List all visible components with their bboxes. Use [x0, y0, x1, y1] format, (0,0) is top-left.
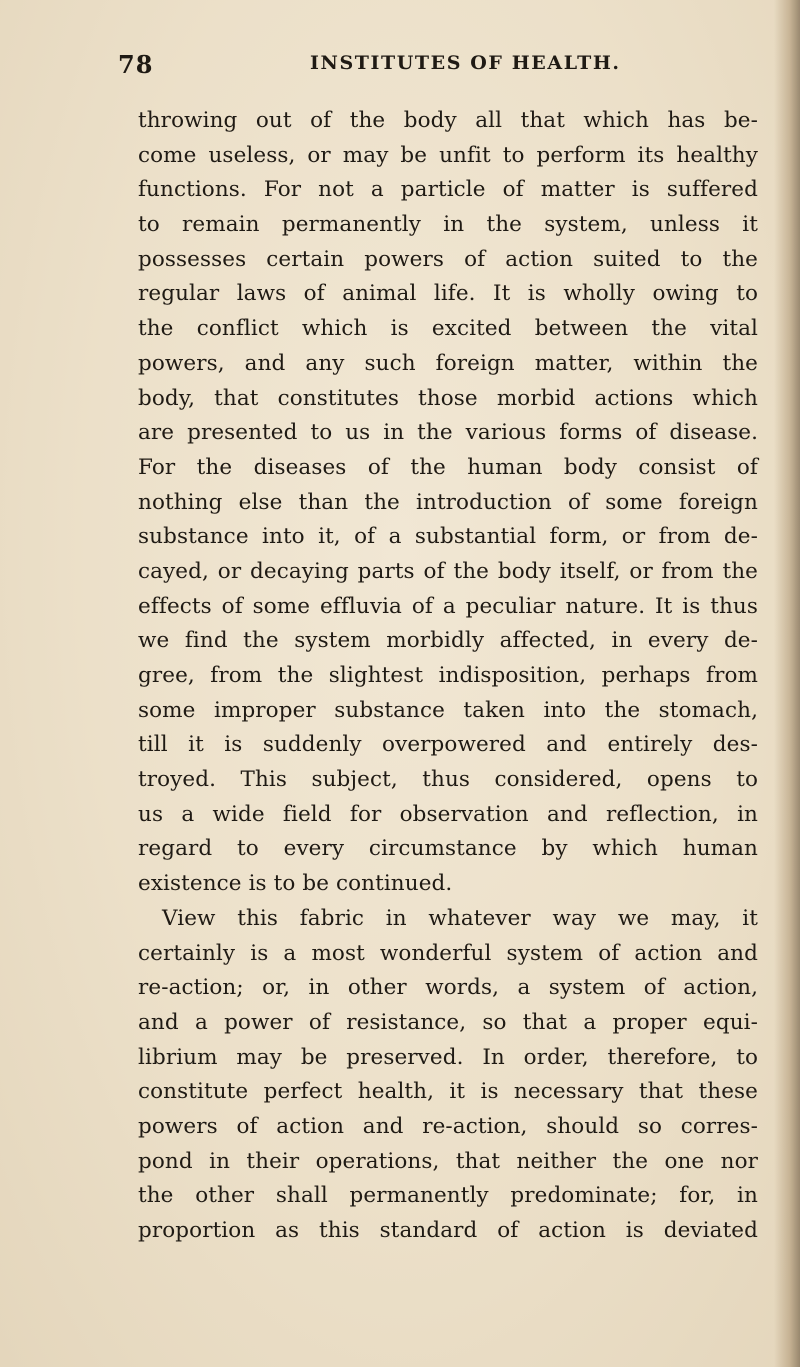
text-line: gree, from the slightest indisposition, perhaps from	[138, 663, 758, 688]
text-line: pond in their operations, that neither the one nor	[138, 1148, 758, 1174]
running-head	[118, 50, 758, 90]
text-line: powers, and any such foreign matter, within the	[138, 350, 758, 376]
text-line: some improper substance taken into the stomach,	[138, 697, 758, 723]
text-line: the conflict which is excited between the vital	[138, 316, 758, 342]
text-line: re-action; or, in other words, a system of action,	[138, 975, 758, 1001]
text-line: us a wide field for observation and reflection, in	[138, 801, 758, 827]
text-line: regular laws of animal life. It is wholly owing to	[138, 281, 758, 307]
text-line: possesses certain powers of action suited to the	[138, 246, 758, 272]
text-line: functions. For not a particle of matter is suffered	[138, 177, 758, 203]
text-line: and a power of resistance, so that a proper equi-	[138, 1009, 758, 1035]
text-line: the other shall permanently predominate; for, in	[138, 1183, 758, 1209]
text-line: librium may be preserved. In order, therefore, to	[138, 1044, 758, 1070]
text-line: substance into it, of a substantial form, or from de-	[138, 524, 758, 550]
running-title: INSTITUTES OF HEALTH.	[310, 52, 621, 74]
text-line: proportion as this standard of action is deviated	[138, 1218, 758, 1243]
text-line: cayed, or decaying parts of the body itself, or from the	[138, 558, 758, 584]
page-binding-edge	[774, 0, 800, 1367]
text-line: existence is to be continued.	[138, 871, 453, 897]
text-line: powers of action and re-action, should so corres-	[138, 1113, 758, 1139]
text-line: till it is suddenly overpowered and entirely des-	[138, 732, 758, 758]
text-line: For the diseases of the human body consist of	[138, 454, 758, 480]
text-line: certainly is a most wonderful system of action and	[138, 940, 758, 966]
text-line: regard to every circumstance by which human	[138, 836, 758, 862]
text-line: body, that constitutes those morbid actions which	[138, 385, 758, 411]
text-line: effects of some effluvia of a peculiar nature. It is thus	[138, 593, 758, 619]
text-line: come useless, or may be unfit to perform its healthy	[138, 142, 758, 168]
text-line: troyed. This subject, thus considered, opens to	[138, 767, 758, 793]
text-line: throwing out of the body all that which has be-	[138, 108, 758, 133]
body-text	[138, 104, 758, 1249]
text-line: nothing else than the introduction of some foreign	[138, 489, 758, 515]
text-line: to remain permanently in the system, unless it	[138, 212, 758, 238]
text-line: View this fabric in whatever way we may, it	[162, 905, 758, 931]
text-line: we find the system morbidly affected, in every de-	[138, 628, 758, 654]
text-line: are presented to us in the various forms of disease.	[138, 420, 758, 446]
text-line: constitute perfect health, it is necessary that these	[138, 1079, 758, 1105]
page-number: 78	[118, 50, 154, 79]
